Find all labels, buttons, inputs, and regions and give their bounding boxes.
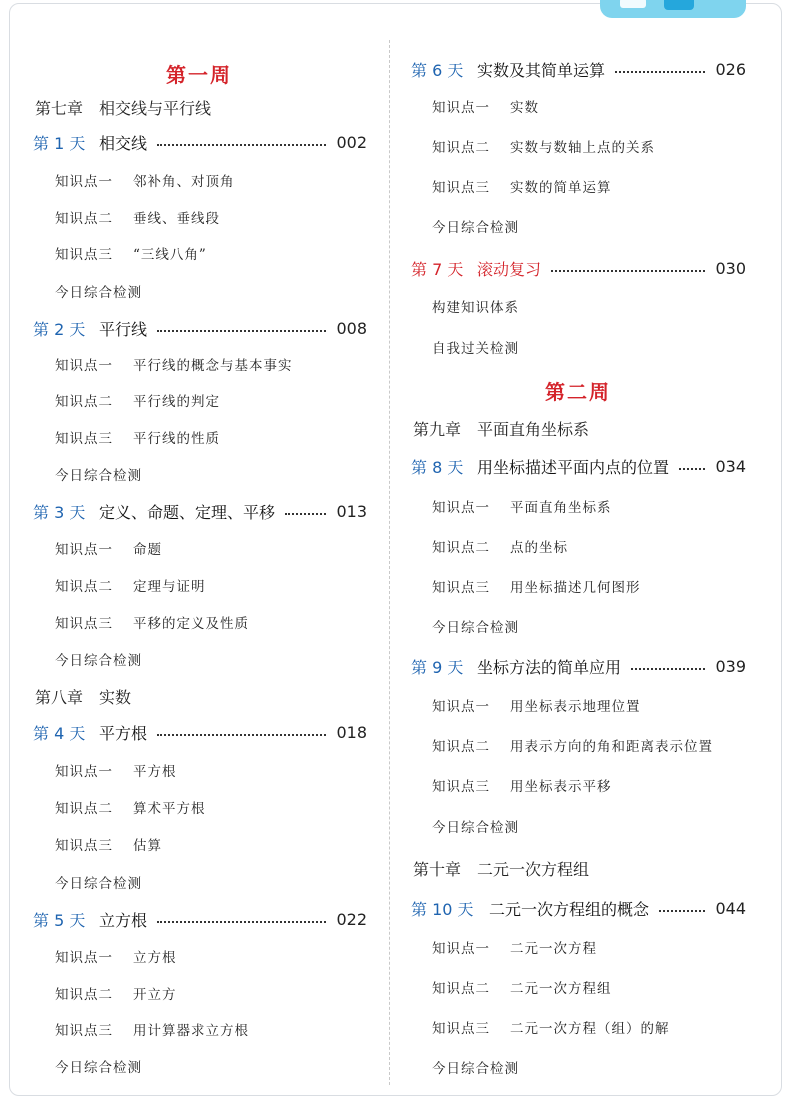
knowledge-point[interactable]: 知识点二 二元一次方程组 (432, 981, 612, 997)
chapter-title: 二元一次方程组 (477, 860, 590, 879)
knowledge-point[interactable]: 知识点二 实数与数轴上点的关系 (432, 140, 655, 156)
knowledge-point[interactable]: 知识点二 点的坐标 (432, 540, 568, 556)
day-label: 第 3 天 (33, 502, 86, 522)
toc-entry-day-6[interactable] (411, 57, 746, 81)
knowledge-point[interactable]: 知识点二 用表示方向的角和距离表示位置 (432, 739, 713, 755)
day-title: 相交线 (99, 133, 148, 153)
knowledge-point[interactable]: 知识点三 二元一次方程（组）的解 (432, 1021, 670, 1037)
day-title: 二元一次方程组的概念 (489, 899, 650, 919)
page-number: 008 (336, 318, 367, 338)
knowledge-point[interactable]: 知识点三 估算 (55, 838, 162, 854)
header-tab-decoration (600, 0, 746, 18)
chapter-9-heading (413, 417, 589, 440)
column-divider (389, 40, 390, 1085)
knowledge-point[interactable]: 知识点三 平行线的性质 (55, 431, 220, 447)
day-title: 用坐标描述平面内点的位置 (477, 457, 670, 477)
page-number: 044 (715, 898, 746, 918)
day-label: 第 2 天 (33, 319, 86, 339)
toc-entry-day-7[interactable] (411, 256, 746, 280)
knowledge-point[interactable]: 知识点三 用坐标描述几何图形 (432, 580, 641, 596)
chapter-title: 相交线与平行线 (99, 99, 212, 118)
knowledge-point[interactable]: 知识点三 平移的定义及性质 (55, 616, 249, 632)
chapter-number: 第十章 (413, 860, 462, 879)
page-number: 013 (336, 501, 367, 521)
daily-test[interactable]: 今日综合检测 (432, 620, 519, 636)
chapter-title: 平面直角坐标系 (477, 420, 590, 439)
leader-dots (615, 71, 705, 73)
knowledge-point[interactable]: 知识点一 平方根 (55, 764, 177, 780)
daily-test[interactable]: 今日综合检测 (55, 468, 142, 484)
leader-dots (679, 468, 705, 470)
leader-dots (157, 734, 326, 736)
page-number: 018 (336, 722, 367, 742)
toc-entry-day-3[interactable] (33, 499, 367, 523)
day-title: 实数及其简单运算 (477, 60, 606, 80)
toc-entry-day-9[interactable] (411, 654, 746, 678)
leader-dots (551, 270, 705, 272)
review-item[interactable]: 自我过关检测 (432, 341, 519, 357)
knowledge-point[interactable]: 知识点二 垂线、垂线段 (55, 211, 220, 227)
knowledge-point[interactable]: 知识点三 用坐标表示平移 (432, 779, 612, 795)
toc-entry-day-8[interactable] (411, 454, 746, 478)
daily-test[interactable]: 今日综合检测 (432, 220, 519, 236)
day-title: 立方根 (99, 910, 148, 930)
knowledge-point[interactable]: 知识点三 用计算器求立方根 (55, 1023, 249, 1039)
chapter-7-heading (35, 96, 211, 119)
page-number: 034 (715, 456, 746, 476)
page-number: 002 (336, 132, 367, 152)
day-label: 第 1 天 (33, 133, 86, 153)
toc-entry-day-10[interactable] (411, 896, 746, 920)
chapter-title: 实数 (99, 688, 132, 707)
leader-dots (157, 330, 326, 332)
day-label: 第 10 天 (411, 899, 474, 919)
toc-entry-day-4[interactable] (33, 720, 367, 744)
daily-test[interactable]: 今日综合检测 (432, 1061, 519, 1077)
knowledge-point[interactable]: 知识点一 邻补角、对顶角 (55, 174, 235, 190)
day-title: 滚动复习 (477, 259, 542, 279)
knowledge-point[interactable]: 知识点二 算术平方根 (55, 801, 206, 817)
daily-test[interactable]: 今日综合检测 (55, 285, 142, 301)
day-title: 平方根 (99, 723, 148, 743)
knowledge-point[interactable]: 知识点一 实数 (432, 100, 539, 116)
week-title-2: 第二周 (545, 380, 611, 404)
leader-dots (631, 668, 705, 670)
page-number: 039 (715, 656, 746, 676)
knowledge-point[interactable]: 知识点二 开立方 (55, 987, 177, 1003)
page-number: 026 (715, 59, 746, 79)
knowledge-point[interactable]: 知识点二 平行线的判定 (55, 394, 220, 410)
day-label: 第 4 天 (33, 723, 86, 743)
day-label: 第 8 天 (411, 457, 464, 477)
toc-entry-day-5[interactable] (33, 907, 367, 931)
day-label: 第 7 天 (411, 259, 464, 279)
page-number: 030 (715, 258, 746, 278)
leader-dots (157, 921, 326, 923)
week-title-1: 第一周 (166, 63, 232, 87)
day-title: 定义、命题、定理、平移 (99, 502, 276, 522)
review-item[interactable]: 构建知识体系 (432, 300, 519, 316)
chapter-number: 第七章 (35, 99, 84, 118)
chapter-number: 第八章 (35, 688, 84, 707)
daily-test[interactable]: 今日综合检测 (432, 820, 519, 836)
knowledge-point[interactable]: 知识点二 定理与证明 (55, 579, 206, 595)
day-label: 第 6 天 (411, 60, 464, 80)
leader-dots (285, 513, 326, 515)
toc-entry-day-1[interactable] (33, 130, 367, 154)
knowledge-point[interactable]: 知识点一 命题 (55, 542, 162, 558)
leader-dots (659, 910, 705, 912)
day-title: 坐标方法的简单应用 (477, 657, 622, 677)
day-label: 第 5 天 (33, 910, 86, 930)
knowledge-point[interactable]: 知识点三 “三线八角” (55, 247, 207, 263)
page-number: 022 (336, 909, 367, 929)
daily-test[interactable]: 今日综合检测 (55, 653, 142, 669)
daily-test[interactable]: 今日综合检测 (55, 1060, 142, 1076)
daily-test[interactable]: 今日综合检测 (55, 876, 142, 892)
knowledge-point[interactable]: 知识点一 平面直角坐标系 (432, 500, 612, 516)
leader-dots (157, 144, 326, 146)
knowledge-point[interactable]: 知识点一 立方根 (55, 950, 177, 966)
toc-entry-day-2[interactable] (33, 316, 367, 340)
chapter-number: 第九章 (413, 420, 462, 439)
chapter-8-heading (35, 685, 131, 708)
knowledge-point[interactable]: 知识点一 二元一次方程 (432, 941, 597, 957)
day-label: 第 9 天 (411, 657, 464, 677)
knowledge-point[interactable]: 知识点一 平行线的概念与基本事实 (55, 358, 293, 374)
knowledge-point[interactable]: 知识点一 用坐标表示地理位置 (432, 699, 641, 715)
knowledge-point[interactable]: 知识点三 实数的简单运算 (432, 180, 612, 196)
day-title: 平行线 (99, 319, 148, 339)
chapter-10-heading (413, 857, 589, 880)
